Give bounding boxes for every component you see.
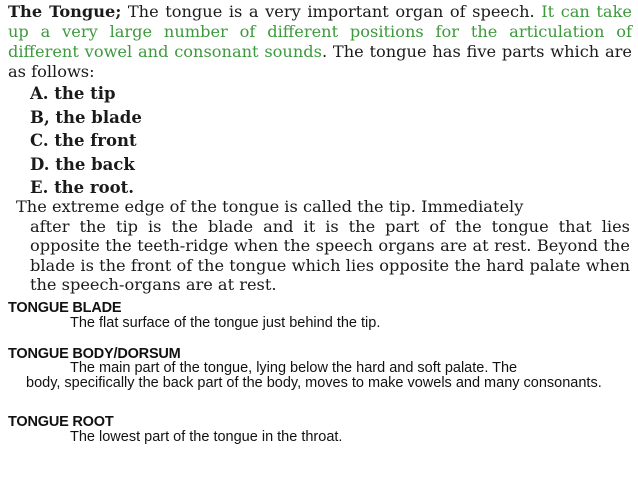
description-paragraph — [16, 197, 630, 295]
definition-tongue-body-line1: The main part of the tongue, lying below the hard and soft palate. The — [70, 360, 518, 376]
intro-paragraph — [8, 2, 632, 82]
part-item-back: D. the back — [30, 154, 135, 174]
definition-tongue-body-rest: body, specifically the back part of the body, moves to make vowels and many consonants. — [26, 375, 602, 391]
description-first-line: The extreme edge of the tongue is called the tip. Immediately — [16, 197, 524, 216]
definition-tongue-root: The lowest part of the tongue in the throat. — [70, 429, 343, 445]
intro-highlight: It can take up a very large number of different positions for the articulation of different vowel and consonant sounds — [8, 2, 632, 61]
intro-text-2: . The tongue has five parts which are as follows: — [8, 42, 632, 81]
tongue-parts-list — [30, 82, 142, 200]
part-item-root: E. the root. — [30, 178, 134, 197]
term-tongue-root: TONGUE ROOT — [8, 414, 114, 430]
part-item-blade: B, the blade — [30, 107, 142, 127]
part-item-front: C. the front — [30, 131, 137, 150]
term-tongue-body: TONGUE BODY/DORSUM — [8, 346, 181, 362]
intro-lead: The Tongue; — [8, 2, 122, 21]
description-rest: after the tip is the blade and it is the part of the tongue that lies opposite the teeth-ridge when the speech organs are at rest. Beyond the blade is the front of the tongue which lies opposite the hard palate when the speech-organs are at rest. — [30, 216, 630, 295]
term-tongue-blade: TONGUE BLADE — [8, 300, 122, 316]
definition-tongue-blade: The flat surface of the tongue just behind the tip. — [70, 315, 381, 331]
part-item-tip: A. the tip — [30, 84, 116, 103]
intro-text-1: The tongue is a very important organ of speech. — [121, 2, 542, 21]
